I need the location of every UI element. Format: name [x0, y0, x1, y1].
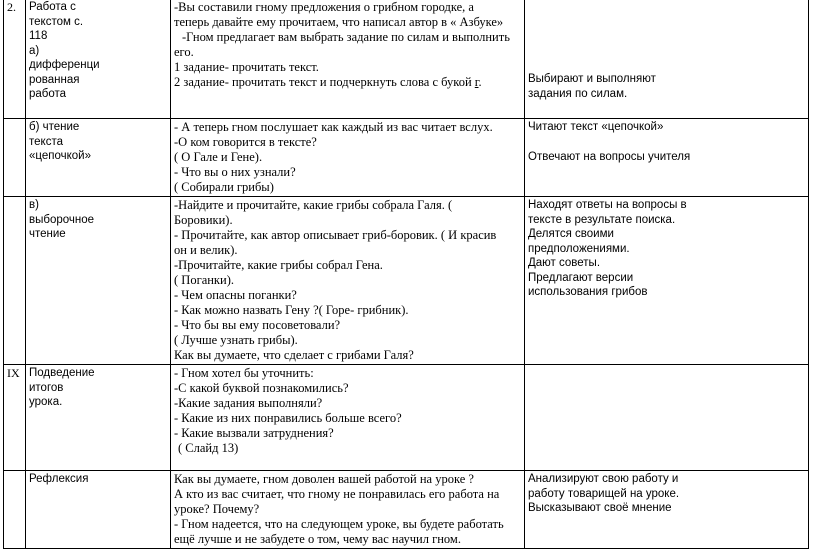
- teacher-line: ещё лучше и не забудете о том, чему вас научил гном.: [174, 532, 461, 546]
- teacher-activity-cell: [171, 471, 525, 549]
- activity-cell: [26, 119, 171, 197]
- activity-line: Рефлексия: [29, 473, 89, 485]
- teacher-line: - Прочитайте, как автор описывает гриб-боровик. ( И красив: [174, 228, 497, 242]
- teacher-line: - Как можно назвать Гену ?( Горе- грибник).: [174, 303, 409, 317]
- student-line: задания по силам.: [528, 87, 628, 100]
- student-line: Читают текст «цепочкой»: [528, 121, 664, 133]
- activity-line: Подведение: [29, 367, 95, 379]
- step-number-cell: [4, 471, 26, 549]
- activity-cell: [26, 471, 171, 549]
- student-line: тексте в результате поиска.: [528, 213, 676, 226]
- teacher-line: - Что бы вы ему посоветовали?: [174, 318, 341, 332]
- activity-line: 118: [29, 30, 48, 42]
- teacher-line: Как вы думаете, что сделает с грибами Галя?: [174, 348, 414, 362]
- student-line: Анализируют свою работу и: [528, 473, 679, 485]
- student-line: использования грибов: [528, 286, 648, 298]
- underlined-letter: г: [474, 75, 479, 89]
- student-line: Дают советы.: [528, 257, 601, 269]
- teacher-line: - Что вы о них узнали?: [174, 165, 296, 179]
- teacher-line: - А теперь гном послушает как каждый из вас читает вслух.: [174, 120, 493, 134]
- student-line: работу товарищей на уроке.: [528, 487, 680, 500]
- teacher-line: А кто из вас считает, что гному не понравилась его работа на: [174, 487, 500, 501]
- teacher-activity-cell: [171, 365, 525, 471]
- activity-line: текста: [29, 135, 63, 148]
- lesson-plan-table: [3, 0, 809, 549]
- teacher-line: -Прочитайте, какие грибы собрал Гена.: [174, 258, 383, 272]
- teacher-line: - Гном надеется, что на следующем уроке, вы будете работать: [174, 517, 504, 531]
- teacher-line: - Какие вызвали затруднения?: [174, 426, 334, 440]
- cell-spacer: [528, 0, 805, 72]
- student-line: Высказывают своё мнение: [528, 502, 672, 514]
- student-line: предположениями.: [528, 242, 630, 255]
- teacher-line-tail: .: [478, 75, 482, 89]
- activity-line: текстом с.: [29, 15, 84, 28]
- activity-line: «цепочкой»: [29, 150, 91, 162]
- teacher-line: -Гном предлагает вам выбрать задание по силам и выполнить: [182, 30, 510, 44]
- teacher-line: уроке? Почему?: [174, 502, 260, 516]
- table-row: [4, 471, 809, 549]
- teacher-line: ( Лучше узнать грибы).: [174, 333, 298, 347]
- activity-line: выборочное: [29, 213, 95, 226]
- table-row: [4, 197, 809, 365]
- teacher-line: Боровики).: [174, 213, 233, 227]
- table-row: [4, 0, 809, 119]
- student-activity-cell: [525, 197, 809, 365]
- teacher-activity-cell: [171, 197, 525, 365]
- step-number-cell: [4, 197, 26, 365]
- student-line: Отвечают на вопросы учителя: [528, 150, 691, 163]
- activity-cell: [26, 0, 171, 119]
- teacher-line: -Вы составили гному предложения о грибном городке, а: [174, 0, 474, 14]
- table-row: [4, 119, 809, 197]
- activity-line: чтение: [29, 228, 66, 240]
- teacher-line: ( Поганки).: [174, 273, 234, 287]
- student-activity-cell: [525, 471, 809, 549]
- activity-line: в): [29, 199, 39, 211]
- activity-line: рованная: [29, 73, 80, 86]
- teacher-line: -С какой буквой познакомились?: [174, 381, 349, 395]
- activity-line: б) чтение: [29, 121, 80, 133]
- teacher-activity-cell: [171, 119, 525, 197]
- teacher-line: ( О Гале и Гене).: [174, 150, 263, 164]
- teacher-activity-cell: [171, 0, 525, 119]
- student-activity-cell: [525, 0, 809, 119]
- activity-line: работа: [29, 88, 67, 100]
- activity-line: урока.: [29, 396, 63, 408]
- activity-line: итогов: [29, 381, 64, 394]
- student-line: Выбирают и выполняют: [528, 73, 656, 85]
- teacher-line: ( Слайд 13): [178, 441, 239, 455]
- teacher-line-text: 2 задание- прочитать текст и подчеркнуть слова с букой: [174, 75, 475, 89]
- teacher-line: -Какие задания выполняли?: [174, 396, 323, 410]
- table-row: [4, 365, 809, 471]
- teacher-line: 1 задание- прочитать текст.: [174, 60, 319, 74]
- student-line: Делятся своими: [528, 228, 614, 240]
- student-line: Предлагают версии: [528, 271, 634, 284]
- teacher-line: - Чем опасны поганки?: [174, 288, 297, 302]
- student-activity-cell: [525, 119, 809, 197]
- step-number-cell: [4, 365, 26, 471]
- step-number: IX: [7, 366, 20, 380]
- teacher-line: ( Собирали грибы): [174, 180, 274, 194]
- activity-cell: [26, 365, 171, 471]
- student-activity-cell: [525, 365, 809, 471]
- cell-spacer: [528, 135, 805, 150]
- activity-cell: [26, 197, 171, 365]
- teacher-line: - Гном хотел бы уточнить:: [174, 366, 314, 380]
- teacher-line: его.: [174, 45, 194, 59]
- activity-line: Работа с: [29, 1, 76, 13]
- teacher-line-with-letter: [174, 75, 521, 90]
- teacher-line: -Найдите и прочитайте, какие грибы собрала Галя. (: [174, 198, 453, 212]
- teacher-line: - Какие из них понравились больше всего?: [174, 411, 402, 425]
- teacher-line: Как вы думаете, гном доволен вашей работой на уроке ?: [174, 472, 474, 486]
- teacher-line: он и велик).: [174, 243, 238, 257]
- step-number: 2.: [7, 0, 16, 14]
- activity-line: а): [29, 44, 40, 57]
- step-number-cell: [4, 0, 26, 119]
- activity-line: дифференци: [29, 59, 100, 71]
- step-number-cell: [4, 119, 26, 197]
- teacher-line: теперь давайте ему прочитаем, что написал автор в « Азбуке»: [174, 15, 504, 29]
- student-line: Находят ответы на вопросы в: [528, 199, 687, 211]
- teacher-line: -О ком говорится в тексте?: [174, 135, 317, 149]
